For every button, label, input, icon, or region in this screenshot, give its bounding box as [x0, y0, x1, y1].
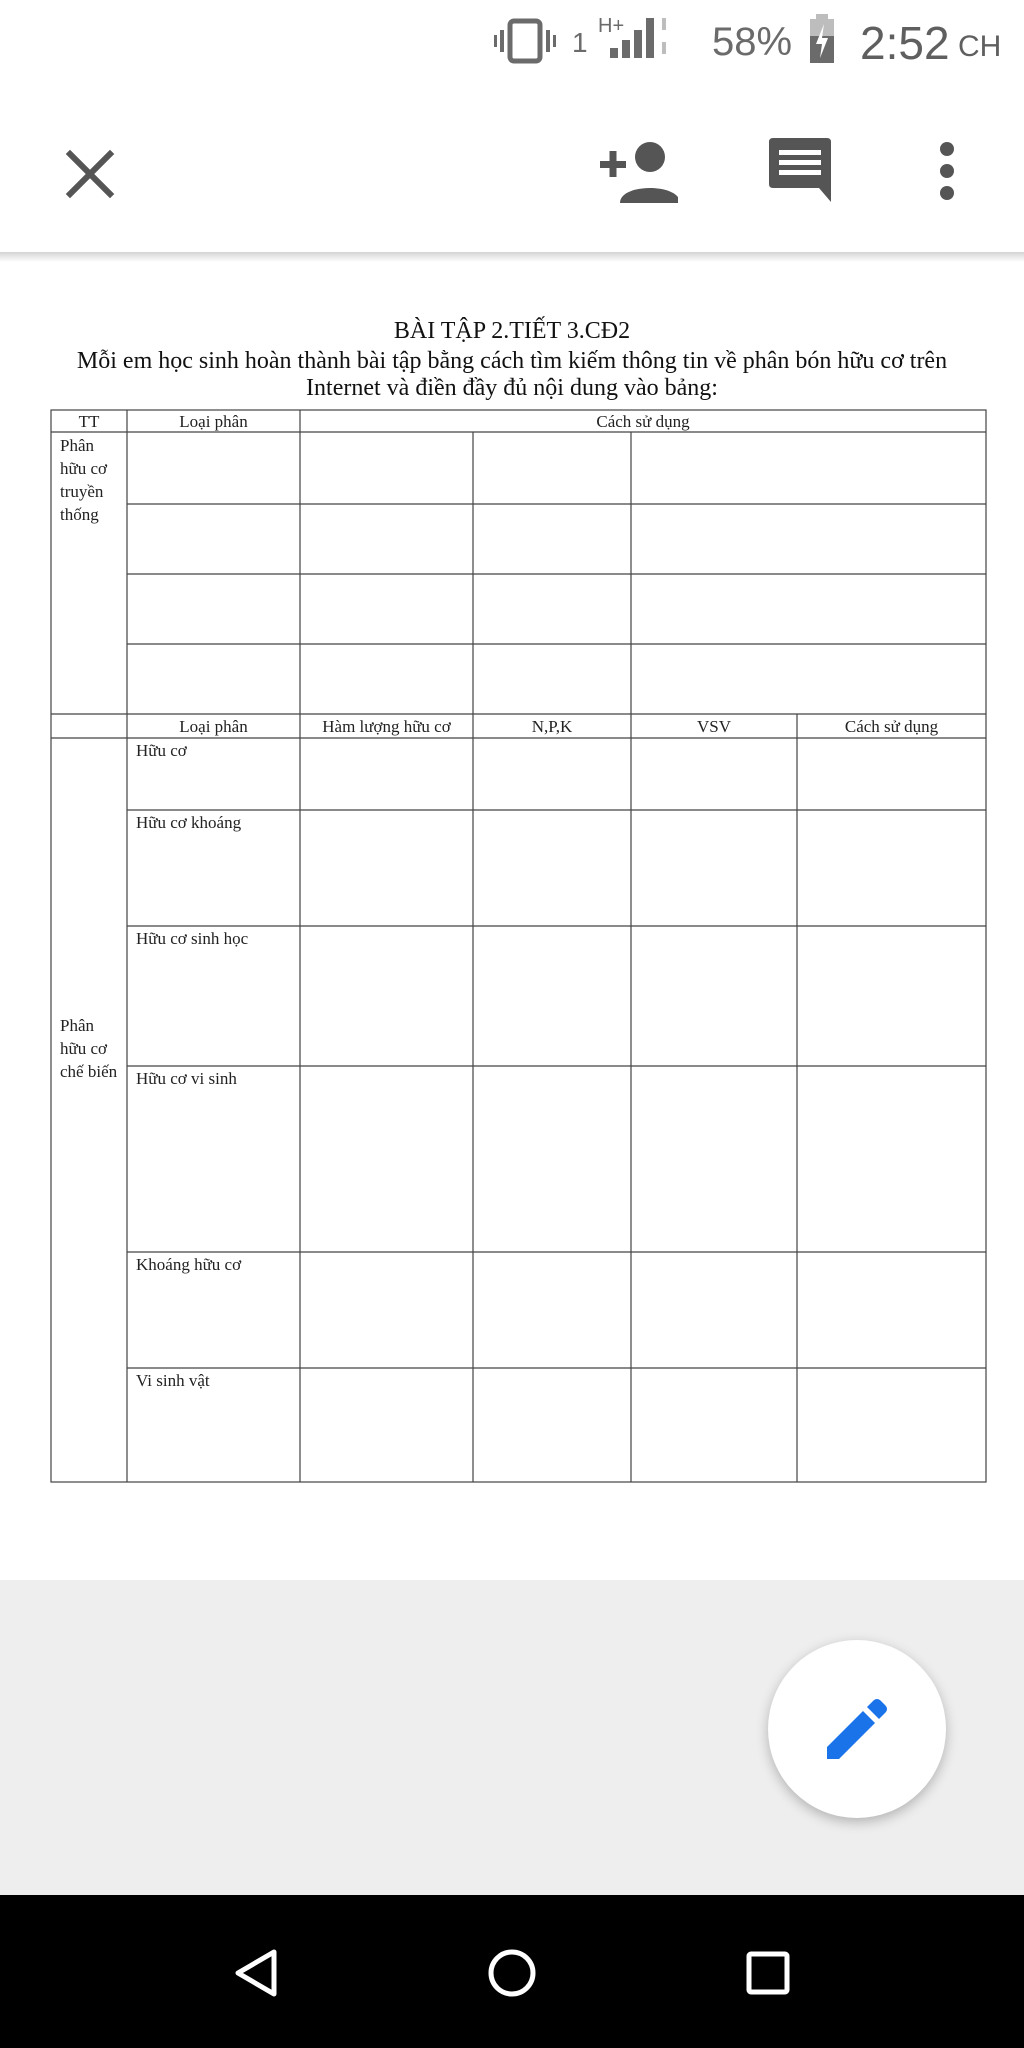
close-button[interactable] [50, 134, 130, 214]
back-button[interactable] [218, 1935, 294, 2011]
home-icon [486, 1947, 538, 1999]
navigation-bar [0, 1895, 1024, 2048]
table2-header-ham-luong: Hàm lượng hữu cơ [322, 717, 451, 736]
battery-percent: 58% [712, 20, 793, 64]
sim-slot: 1 [572, 27, 588, 58]
document-page [0, 262, 1024, 1580]
table2-row-label: Hữu cơ vi sinh [136, 1069, 237, 1088]
table2-row-label: Hữu cơ khoáng [136, 813, 242, 832]
table1-header-tt: TT [78, 412, 100, 431]
table2-header-vsv: VSV [696, 717, 731, 736]
document-instructions: Mỗi em học sinh hoàn thành bài tập bằng cách tìm kiếm thông tin về phân bón hữu cơ trên Internet và điền đầy đủ nội dung vào bảng: [76, 348, 948, 401]
clock-ampm: CH [958, 30, 1002, 63]
vibrate-icon [494, 18, 556, 64]
table1-header-loai-phan: Loại phân [179, 412, 248, 431]
table1-group-label: Phân hữu cơ truyền thống [60, 436, 107, 524]
comment-icon [765, 136, 835, 206]
signal-icon [596, 12, 680, 62]
table2-row-label: Hữu cơ sinh học [136, 929, 249, 948]
toolbar-shadow [0, 252, 1024, 262]
table2-row-label: Vi sinh vật [136, 1371, 210, 1390]
table2-header-npk: N,P,K [531, 717, 573, 736]
toolbar [0, 82, 1024, 252]
recents-icon [745, 1950, 791, 1996]
edit-fab-button[interactable] [768, 1640, 946, 1818]
status-bar [0, 0, 1024, 82]
close-icon [65, 149, 115, 199]
table2-row-label: Hữu cơ [136, 741, 187, 760]
battery-charging-icon [808, 14, 836, 64]
table2-row-label: Khoáng hữu cơ [136, 1255, 242, 1274]
table2-header-cach-su-dung: Cách sử dụng [844, 717, 939, 736]
table1-header-cach-su-dung: Cách sử dụng [596, 412, 690, 431]
edit-pencil-icon [821, 1693, 893, 1765]
document-title: BÀI TẬP 2.TIẾT 3.CĐ2 [393, 318, 631, 344]
back-icon [234, 1948, 278, 1998]
more-options-button[interactable] [912, 126, 982, 216]
table2-header-loai-phan: Loại phân [179, 717, 248, 736]
home-button[interactable] [474, 1935, 550, 2011]
clock-time: 2:52 [860, 17, 950, 69]
add-person-icon [598, 139, 678, 203]
add-person-button[interactable] [590, 126, 686, 216]
table2-group-label: Phân hữu cơ chế biến [60, 1016, 118, 1081]
more-vert-icon [937, 141, 957, 201]
recents-button[interactable] [730, 1935, 806, 2011]
network-type: H+ [598, 15, 625, 37]
comment-button[interactable] [752, 126, 848, 216]
